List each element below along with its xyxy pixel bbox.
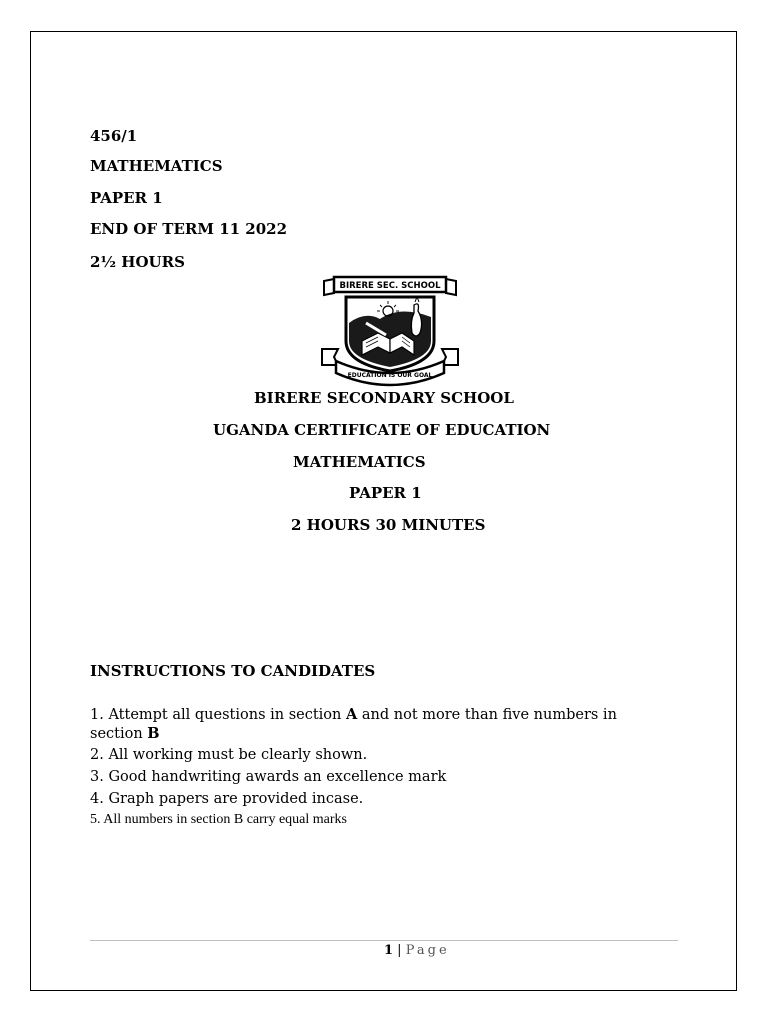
instructions-heading: INSTRUCTIONS TO CANDIDATES: [90, 662, 376, 680]
instruction-1-text-cont: and not more than five numbers in: [357, 707, 617, 723]
instruction-item-2: 2. All working must be clearly shown.: [90, 747, 368, 763]
duration-heading: 2½ HOURS: [90, 253, 185, 271]
instruction-item-3: 3. Good handwriting awards an excellence mark: [90, 769, 447, 785]
instruction-item-1: [90, 706, 617, 723]
svg-text:EDUCATION IS OUR GOAL: EDUCATION IS OUR GOAL: [347, 372, 433, 379]
section-a-label: A: [346, 706, 358, 723]
title-subject: MATHEMATICS: [293, 453, 426, 471]
school-name: BIRERE SECONDARY SCHOOL: [254, 389, 514, 407]
subject-heading: MATHEMATICS: [90, 157, 223, 175]
paper-heading: PAPER 1: [90, 189, 163, 207]
school-crest-logo: [320, 275, 460, 387]
title-paper: PAPER 1: [349, 484, 422, 502]
page-number: 1: [384, 943, 394, 958]
page-label: Page: [405, 943, 450, 958]
title-duration: 2 HOURS 30 MINUTES: [291, 516, 486, 534]
exam-title: UGANDA CERTIFICATE OF EDUCATION: [213, 421, 551, 439]
section-b-label: B: [147, 725, 160, 742]
paper-code: 456/1: [90, 127, 138, 145]
page-footer: [384, 943, 450, 958]
term-heading: END OF TERM 11 2022: [90, 220, 288, 238]
instruction-item-1-cont: [90, 725, 160, 742]
page-border: [30, 31, 737, 991]
instruction-item-4: 4. Graph papers are provided incase.: [90, 791, 364, 807]
instruction-1-text: 1. Attempt all questions in section: [90, 707, 346, 723]
footer-separator: |: [393, 943, 406, 958]
svg-text:BIRERE SEC. SCHOOL: BIRERE SEC. SCHOOL: [339, 281, 441, 291]
instruction-item-5: 5. All numbers in section B carry equal marks: [90, 812, 347, 827]
instruction-1-section-word: section: [90, 726, 148, 742]
footer-rule: [90, 940, 678, 941]
